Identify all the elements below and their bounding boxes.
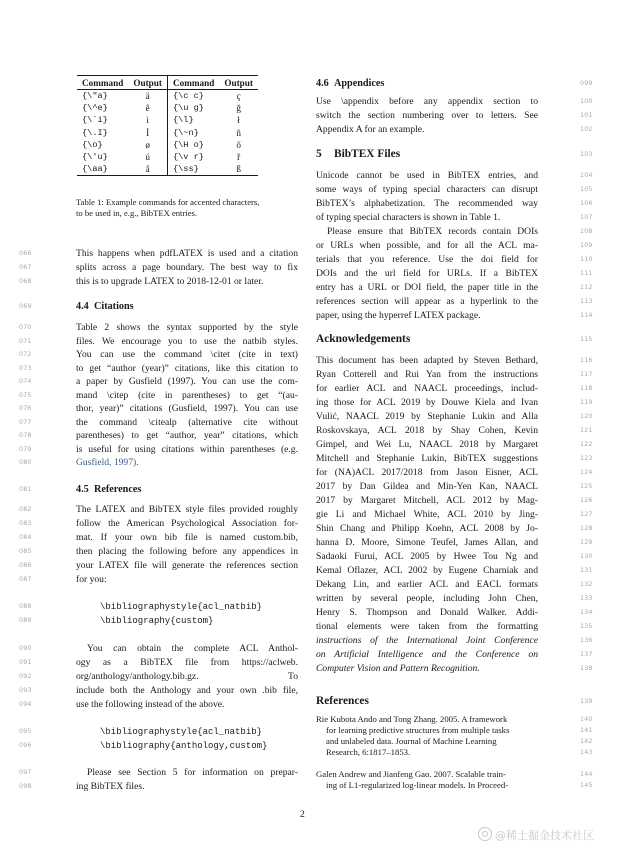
table-cell: ğ [236,103,241,114]
table-cell: ç [236,91,241,102]
text-line: of typing special characters is shown in Table 1. [316,212,501,223]
text-line: for (NA)ACL 2017/2018 from Jason Eisner, ACL [316,467,538,478]
reference-line: for learning predictive structures from multiple tasks [326,725,510,735]
text-line: a paper by Gusfield (1997). You can use the com- [76,376,298,387]
table-cell: İ [128,127,167,139]
text-line: mand \citep (cite in parentheses) to get “(au- [76,390,298,401]
line-number: 096 [19,742,32,749]
line-number: 128 [580,525,593,532]
text-line: mat. If your own bib file is named custom.bib, [76,532,298,543]
section-heading: 4.4 Citations [76,301,134,312]
line-number: 131 [580,567,593,574]
text-line: Roskovskaya, ACL 2018 by Shay Cohen, Kevin [316,425,538,436]
text-line: The LATEX and BibTEX style files provided roughly [76,504,298,515]
text-line: use the following instead of the above. [76,699,225,710]
table-cell: ř [237,152,241,163]
line-number: 135 [580,623,593,630]
reference-line: and unlabeled data. Journal of Machine Learning [326,736,497,746]
text-line: include both the Anthology and your own .bib file, [76,685,298,696]
line-number: 120 [580,413,593,420]
line-number: 108 [580,228,593,235]
line-number: 111 [580,270,593,277]
line-number: 144 [580,771,593,778]
line-number: 122 [580,441,593,448]
line-number: 106 [580,200,593,207]
text-line: 2017 by Margaret Mitchell, ACL 2012 by Mag- [316,495,538,506]
section-heading: 4.6 Appendices [316,78,385,89]
table-cell: ß [219,163,258,176]
line-number: 070 [19,324,32,331]
text-line: Computer Vision and Pattern Recognition. [316,663,480,674]
table-header-cell: Output [128,76,167,90]
accent-commands-table [77,75,258,176]
code-line: \bibliography{anthology,custom} [100,741,268,751]
line-number: 127 [580,511,593,518]
table-row [77,163,258,176]
table-cell: {\.I} [82,127,108,138]
line-number: 125 [580,483,593,490]
line-number: 145 [580,782,593,789]
line-number: 130 [580,553,593,560]
line-number: 101 [580,112,593,119]
acknowledgements-heading: Acknowledgements [316,333,411,345]
text-line: Ryan Cotterell and Rui Yan from the instructions [316,369,538,380]
table-header-row [77,76,258,90]
line-number: 102 [580,126,593,133]
reference-line: Galen Andrew and Jianfeng Gao. 2007. Scalable train- [316,769,506,779]
line-number: 098 [19,783,32,790]
line-number: 095 [19,728,32,735]
text-line: hanna D. Moore, Simone Teufel, James Allan, and [316,537,538,548]
text-line: You can use the command \citet (cite in text) [76,349,298,360]
text-line: You can obtain the complete ACL Anthol- [87,643,298,654]
line-number: 091 [19,659,32,666]
line-number: 141 [580,727,593,734]
line-number: 136 [580,637,593,644]
line-number: 074 [19,378,32,385]
line-number: 086 [19,562,32,569]
text-line: splits across a page boundary. The best way to fix [76,262,298,273]
line-number: 116 [580,357,593,364]
line-number: 088 [19,603,32,610]
text-line: org/anthology/anthology.bib.gz. To [76,671,298,682]
line-number: 117 [580,371,593,378]
table-caption-line: Table 1: Example commands for accented characters, [76,197,260,207]
line-number: 118 [580,385,593,392]
text-line: This document has been adapted by Steven Bethard, [316,355,538,366]
reference-line: ing of L1-regularized log-linear models. In Proceed- [326,780,509,790]
text-line: the command \citealp (alternative cite without [76,417,298,428]
line-number: 142 [580,738,593,745]
text-line: Vulić, NAACL 2019 by Stephanie Lukin and Alla [316,411,538,422]
line-number: 110 [580,256,593,263]
text-line: your LATEX file will generate the references section [76,560,298,571]
section-heading: 4.5 References [76,484,142,495]
text-line: some ways of typing special characters can disrupt [316,184,538,195]
watermark [478,827,594,843]
references-heading: References [316,695,369,707]
line-number: 081 [19,486,32,493]
text-line: switch the section numbering over to letters. See [316,110,538,121]
text-line: ogy as a BibTEX file from https://aclweb. [76,657,298,668]
line-number: 093 [19,687,32,694]
table-header-cell: Command [77,76,128,90]
page-number: 2 [300,809,305,820]
text-line: parentheses) to get “author, year” citations, which [76,430,298,441]
line-number: 140 [580,716,593,723]
line-number: 137 [580,651,593,658]
table-cell: {\c c} [172,91,204,102]
text-line: Mitchell and Stephanie Lukin, BibTEX suggestions [316,453,538,464]
text-line: then placing the following before any appendices in [76,546,298,557]
line-number: 103 [580,151,593,158]
line-number: 133 [580,595,593,602]
text-line: Dekang Lin, and earlier ACL and EACL formats [316,579,538,590]
line-number: 079 [19,446,32,453]
table-cell: {\o} [82,139,103,150]
watermark-text: @稀土掘金技术社区 [495,829,594,842]
text-line: Henry S. Thompson and Donald Walker. Addi- [316,607,538,618]
line-number: 068 [19,278,32,285]
line-number: 097 [19,769,32,776]
line-number: 077 [19,419,32,426]
text-line: ing those for ACL 2019 by Douwe Kiela and Ivan [316,397,538,408]
line-number: 121 [580,427,593,434]
line-number: 090 [19,645,32,652]
text-line: This happens when pdfLATEX is used and a citation [76,248,298,259]
line-number: 138 [580,665,593,672]
table-cell: {\'u} [82,152,108,163]
line-number: 143 [580,749,593,756]
text-line: is useful for using citations within parentheses (e.g. [76,444,298,455]
line-number: 139 [580,698,593,705]
line-number: 066 [19,250,32,257]
line-number: 083 [19,520,32,527]
line-number: 114 [580,312,593,319]
text-line: follow the American Psychological Association for- [76,518,298,529]
text-line: entry has a URL or DOI field, the paper title in the [316,282,538,293]
text-line: ing BibTEX files. [76,781,145,792]
table-cell: ő [236,139,241,150]
text-line: Please ensure that BibTEX records contain DOIs [327,226,538,237]
text-line: Appendix A for an example. [316,124,425,135]
text-line: Shin Chang and Philipp Koehn, ACL 2008 by Jo- [316,523,538,534]
line-number: 119 [580,399,593,406]
text-line: Kemal Oflazer, ACL 2002 by Eugene Charniak and [316,565,538,576]
code-line: \bibliographystyle{acl_natbib} [100,727,263,737]
line-number: 078 [19,432,32,439]
text-line: DOIs and the url field for URLs. If a BibTEX [316,268,538,279]
table-cell: ñ [236,127,241,138]
watermark-icon [478,827,492,841]
table-header-cell: Command [167,76,219,90]
line-number: 071 [19,338,32,345]
line-number: 115 [580,336,593,343]
text-line: files. We encourage you to use the natbib styles. [76,336,298,347]
reference-line: Rie Kubota Ando and Tong Zhang. 2005. A framework [316,714,508,724]
line-number: 075 [19,392,32,399]
line-number: 134 [580,609,593,616]
line-number: 072 [19,351,32,358]
line-number: 105 [580,186,593,193]
text-line: Use \appendix before any appendix section to [316,96,538,107]
line-number: 099 [580,80,593,87]
text-line: Gusfield, 1997). [76,457,139,468]
line-number: 100 [580,98,593,105]
table-row [77,90,258,103]
table-cell: {\v r} [172,152,204,163]
text-line: or URLs when possible, and for all the ACL ma- [316,240,538,251]
line-number: 124 [580,469,593,476]
text-line: Gimpel, and Wei Lu, NAACL 2018 by Margaret [316,439,538,450]
line-number: 076 [19,405,32,412]
code-line: \bibliography{custom} [100,616,214,626]
table-row [77,139,258,151]
line-number: 092 [19,673,32,680]
table-cell: ú [128,151,167,163]
text-line: gie Li and Michael White, ACL 2010 by Jing- [316,509,538,520]
line-number: 085 [19,548,32,555]
line-number: 126 [580,497,593,504]
table-cell: {\aa} [77,163,128,176]
table-cell: ê [128,102,167,114]
line-number: 107 [580,214,593,221]
line-number: 112 [580,284,593,291]
line-number: 067 [19,264,32,271]
section-heading: 5 BibTEX Files [316,148,401,160]
text-line: written by several people, including John Chen, [316,593,538,604]
table-row [77,151,258,163]
line-number: 082 [19,506,32,513]
table-cell: {\~n} [172,127,199,138]
text-line: on Artificial Intelligence and the Conference on [316,649,538,660]
text-line: for earlier ACL and NAACL proceedings, includ- [316,383,538,394]
line-number: 084 [19,534,32,541]
table-cell: {\H o} [172,139,204,150]
text-line: references section will appear as a hyperlink to the [316,296,538,307]
table-row [77,114,258,126]
line-number: 089 [19,617,32,624]
table-cell: {\u g} [172,103,204,114]
table-cell: {\l} [172,115,194,126]
line-number: 087 [19,576,32,583]
line-number: 073 [19,365,32,372]
text-line: for you: [76,574,107,585]
line-number: 094 [19,701,32,708]
table-row [77,102,258,114]
text-line: terials that you reference. Use the doi field for [316,254,538,265]
line-number: 080 [19,459,32,466]
text-line: tional elements were taken from the formatting [316,621,538,632]
text-line: Please see Section 5 for information on prepar- [87,767,298,778]
table-row [77,127,258,139]
table-cell: {\`i} [82,115,108,126]
text-line: paper, using the hyperref LATEX package. [316,310,481,321]
text-line: BibTEX’s alphabetization. The recommended way [316,198,538,209]
table-caption-line: to be used in, e.g., BibTEX entries. [76,208,198,218]
text-line: Unicode cannot be used in BibTEX entries, and [316,170,538,181]
table-cell: {\^e} [82,103,108,114]
line-number: 129 [580,539,593,546]
code-line: \bibliographystyle{acl_natbib} [100,602,263,612]
table-cell: ø [128,139,167,151]
table-cell: {\ss} [167,163,219,176]
table-cell: {\"a} [82,91,108,102]
line-number: 069 [19,303,32,310]
text-line: 2017 by Dan Gildea and Min-Yen Kan, NAACL [316,481,538,492]
reference-line: Research, 6:1817–1853. [326,747,411,757]
text-line: Table 2 shows the syntax supported by the style [76,322,298,333]
table-cell: å [128,163,167,176]
line-number: 123 [580,455,593,462]
line-number: 113 [580,298,593,305]
table-header-cell: Output [219,76,258,90]
text-line: this is to upgrade LATEX to 2018-12-01 or later. [76,276,264,287]
text-line: thor, year)” citations (Gusfield, 1997). You can use [76,403,298,414]
text-line: to get “author (year)” citations, like this citation to [76,363,298,374]
line-number: 132 [580,581,593,588]
text-line: Sadaoki Furui, ACL 2005 by Hwee Tou Ng and [316,551,538,562]
line-number: 109 [580,242,593,249]
table-cell: ä [128,90,167,103]
table-cell: ì [128,114,167,126]
line-number: 104 [580,172,593,179]
table-cell: ł [237,115,240,126]
text-line: instructions of the International Joint Conference [316,635,538,646]
